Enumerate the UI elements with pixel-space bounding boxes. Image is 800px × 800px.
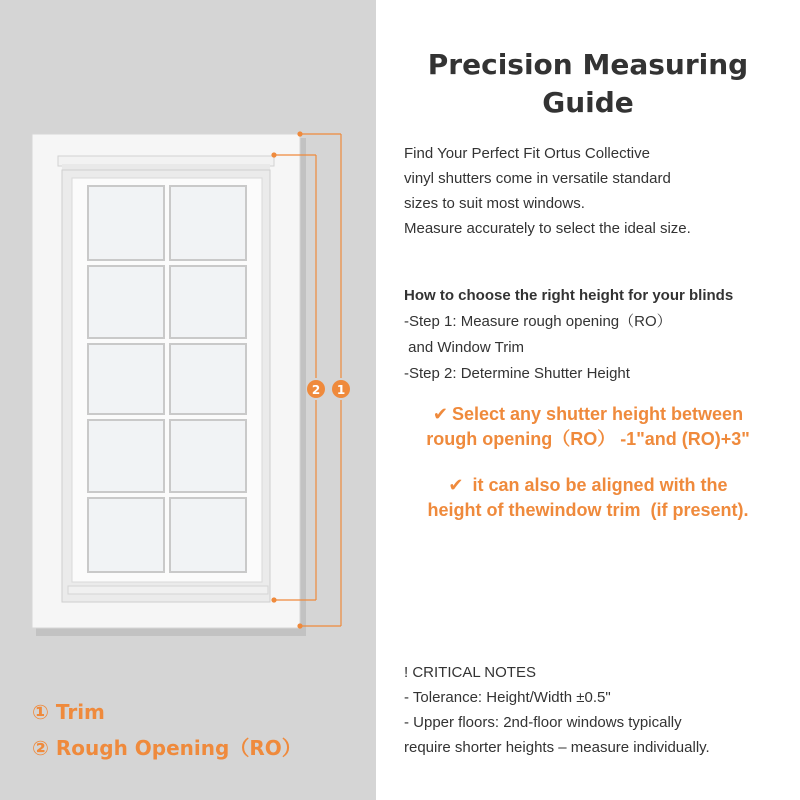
checkmark-icon: ✔: [448, 475, 464, 495]
highlight-text: it can also be aligned with the: [467, 475, 728, 495]
highlight-line: height of thewindow trim (if present).: [427, 500, 749, 520]
highlight-line: [376, 402, 800, 427]
height-guide-section: [404, 283, 796, 387]
rough-opening-marker: [307, 380, 325, 398]
illustration-panel: [0, 0, 376, 800]
height-guide-step: -Step 2: Determine Shutter Height: [404, 365, 630, 382]
intro-line: Measure accurately to select the ideal size.: [404, 220, 691, 237]
notes-line: - Upper floors: 2nd-floor windows typically: [404, 714, 682, 731]
checkmark-icon: ✔: [432, 404, 448, 424]
measurement-legend: [32, 694, 302, 766]
highlight-text: Select any shutter height between: [452, 404, 744, 424]
casement-window-icon: [0, 0, 376, 800]
legend-rough-opening: ② Rough Opening（RO）: [32, 736, 302, 760]
trim-marker: [332, 380, 350, 398]
notes-line: - Tolerance: Height/Width ±0.5": [404, 689, 611, 706]
trim-measurement-line: [300, 134, 341, 626]
highlight-line: [376, 473, 800, 498]
intro-line: Find Your Perfect Fit Ortus Collective: [404, 145, 650, 162]
legend-trim: ① Trim: [32, 700, 105, 724]
height-guide-step: and Window Trim: [404, 339, 525, 356]
intro-line: vinyl shutters come in versatile standard: [404, 170, 671, 187]
svg-text:2: 2: [311, 383, 321, 397]
page-title: [376, 46, 800, 122]
highlight-height-range: [376, 402, 800, 452]
height-guide-heading: How to choose the right height for your blinds: [404, 287, 734, 304]
height-guide-step: -Step 1: Measure rough opening（RO）: [404, 313, 672, 330]
notes-heading: ! CRITICAL NOTES: [404, 664, 536, 681]
guide-panel: [376, 0, 800, 800]
svg-text:1: 1: [336, 383, 346, 397]
intro-text: [404, 141, 774, 241]
critical-notes: [404, 660, 796, 760]
notes-line: require shorter heights – measure individually.: [404, 739, 710, 756]
highlight-line: rough opening（RO） -1"and (RO)+3": [426, 429, 750, 449]
highlight-trim-alignment: [376, 473, 800, 523]
title-line-2: Guide: [542, 86, 634, 119]
title-line-1: Precision Measuring: [427, 48, 749, 81]
intro-line: sizes to suit most windows.: [404, 195, 585, 212]
